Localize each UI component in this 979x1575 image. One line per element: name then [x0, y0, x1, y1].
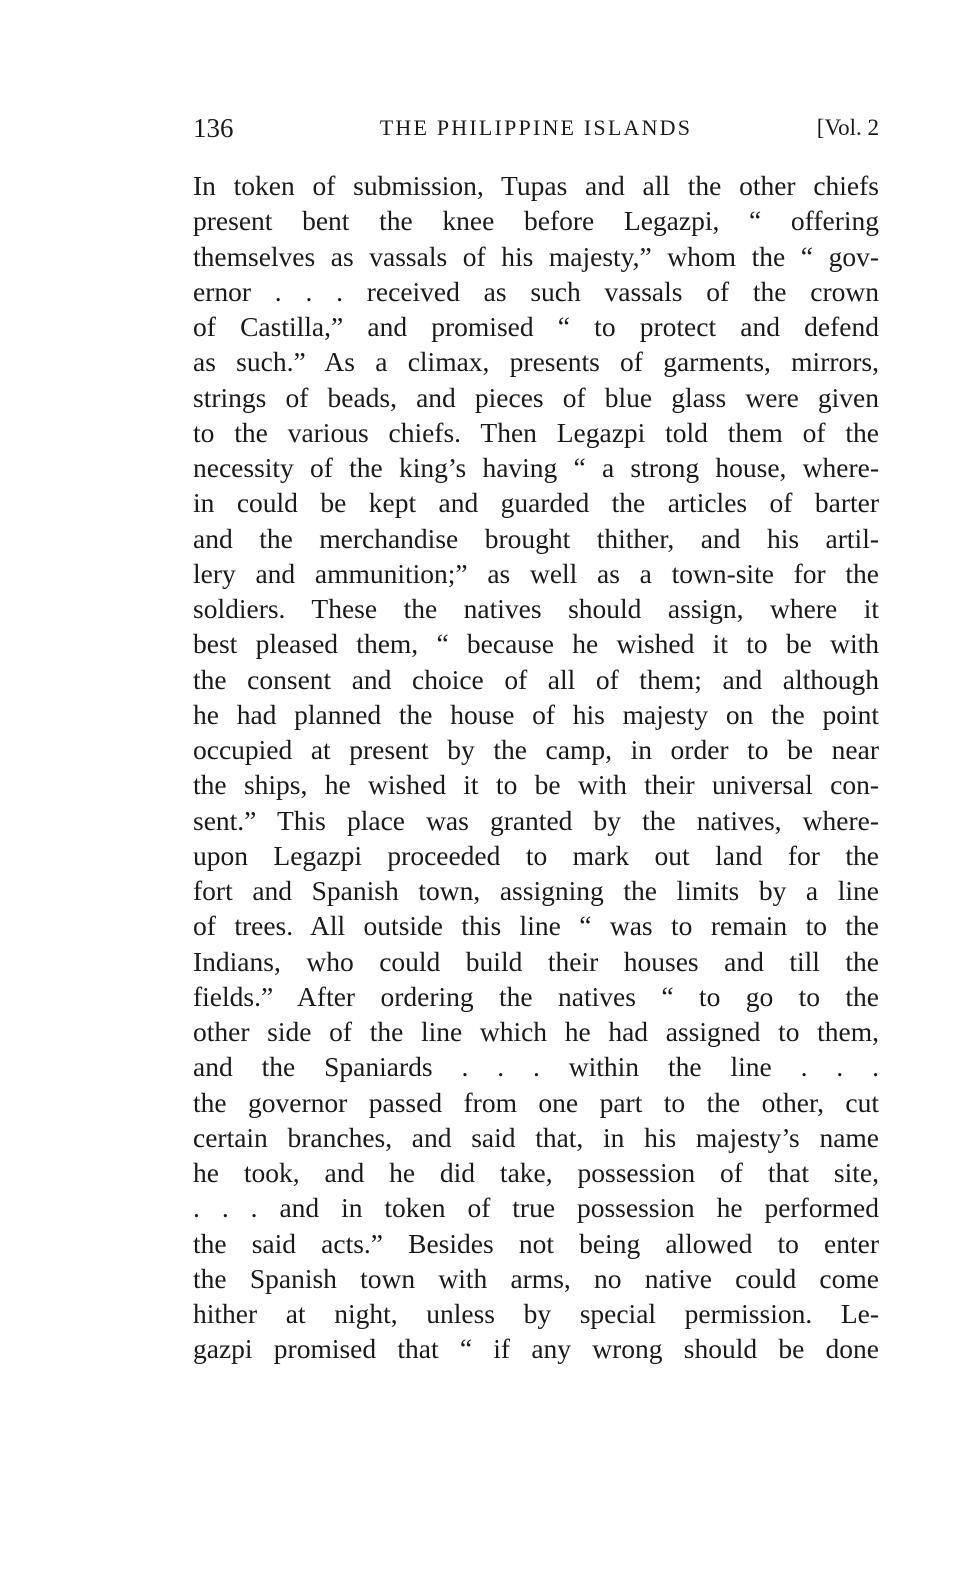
volume-label: [Vol. 2 — [816, 115, 879, 140]
text-line: certain branches, and said that, in his majesty’s name — [193, 1121, 879, 1153]
text-line: the governor passed from one part to the other, cut — [193, 1086, 879, 1118]
body-text — [193, 168, 879, 1367]
text-line: fort and Spanish town, assigning the limits by a line — [193, 875, 879, 906]
text-line: best pleased them, “ because he wished it to be with — [193, 628, 879, 660]
text-line: In token of submission, Tupas and all the other chiefs — [193, 170, 879, 201]
text-line: Indians, who could build their houses and till the — [193, 945, 879, 977]
text-line: necessity of the king’s having “ a strong house, where- — [193, 452, 879, 483]
text-line: occupied at present by the camp, in order to be near — [193, 734, 879, 765]
text-line: of trees. All outside this line “ was to remain to the — [193, 910, 879, 942]
text-line: fields.” After ordering the natives “ to go to the — [193, 980, 879, 1012]
text-line: in could be kept and guarded the articles of barter — [193, 487, 879, 519]
text-line: the said acts.” Besides not being allowed to enter — [193, 1227, 879, 1259]
text-line: soldiers. These the natives should assign, where it — [193, 593, 879, 624]
page-number: 136 — [193, 113, 234, 143]
text-line: present bent the knee before Legazpi, “ offering — [193, 205, 879, 237]
text-line: ernor . . . received as such vassals of the crown — [193, 275, 879, 307]
text-line: strings of beads, and pieces of blue glass were given — [193, 381, 879, 413]
text-line: of Castilla,” and promised “ to protect and defend — [193, 311, 879, 342]
text-line: . . . and in token of true possession he performed — [193, 1192, 879, 1224]
text-line: gazpi promised that “ if any wrong should be done — [193, 1333, 879, 1365]
text-line: as such.” As a climax, presents of garments, mirrors, — [193, 346, 879, 378]
text-line: the consent and choice of all of them; and although — [193, 663, 879, 695]
text-line: the Spanish town with arms, no native could come — [193, 1262, 879, 1294]
running-title: THE PHILIPPINE ISLANDS — [379, 115, 693, 140]
text-line: hither at night, unless by special permission. Le- — [193, 1298, 879, 1329]
text-line: he had planned the house of his majesty on the point — [193, 698, 879, 730]
text-line: upon Legazpi proceeded to mark out land for the — [193, 839, 879, 871]
text-line: and the Spaniards . . . within the line . . . — [193, 1051, 879, 1083]
text-line: he took, and he did take, possession of that site, — [193, 1157, 879, 1188]
text-line: themselves as vassals of his majesty,” whom the “ gov- — [193, 240, 879, 272]
running-head — [193, 108, 879, 148]
text-line: to the various chiefs. Then Legazpi told them of the — [193, 416, 879, 448]
text-line: and the merchandise brought thither, and his artil- — [193, 522, 879, 554]
text-line: lery and ammunition;” as well as a town-site for the — [193, 557, 879, 589]
text-line: sent.” This place was granted by the natives, where- — [193, 804, 879, 836]
text-line: the ships, he wished it to be with their universal con- — [193, 769, 879, 801]
text-line: other side of the line which he had assigned to them, — [193, 1016, 879, 1047]
